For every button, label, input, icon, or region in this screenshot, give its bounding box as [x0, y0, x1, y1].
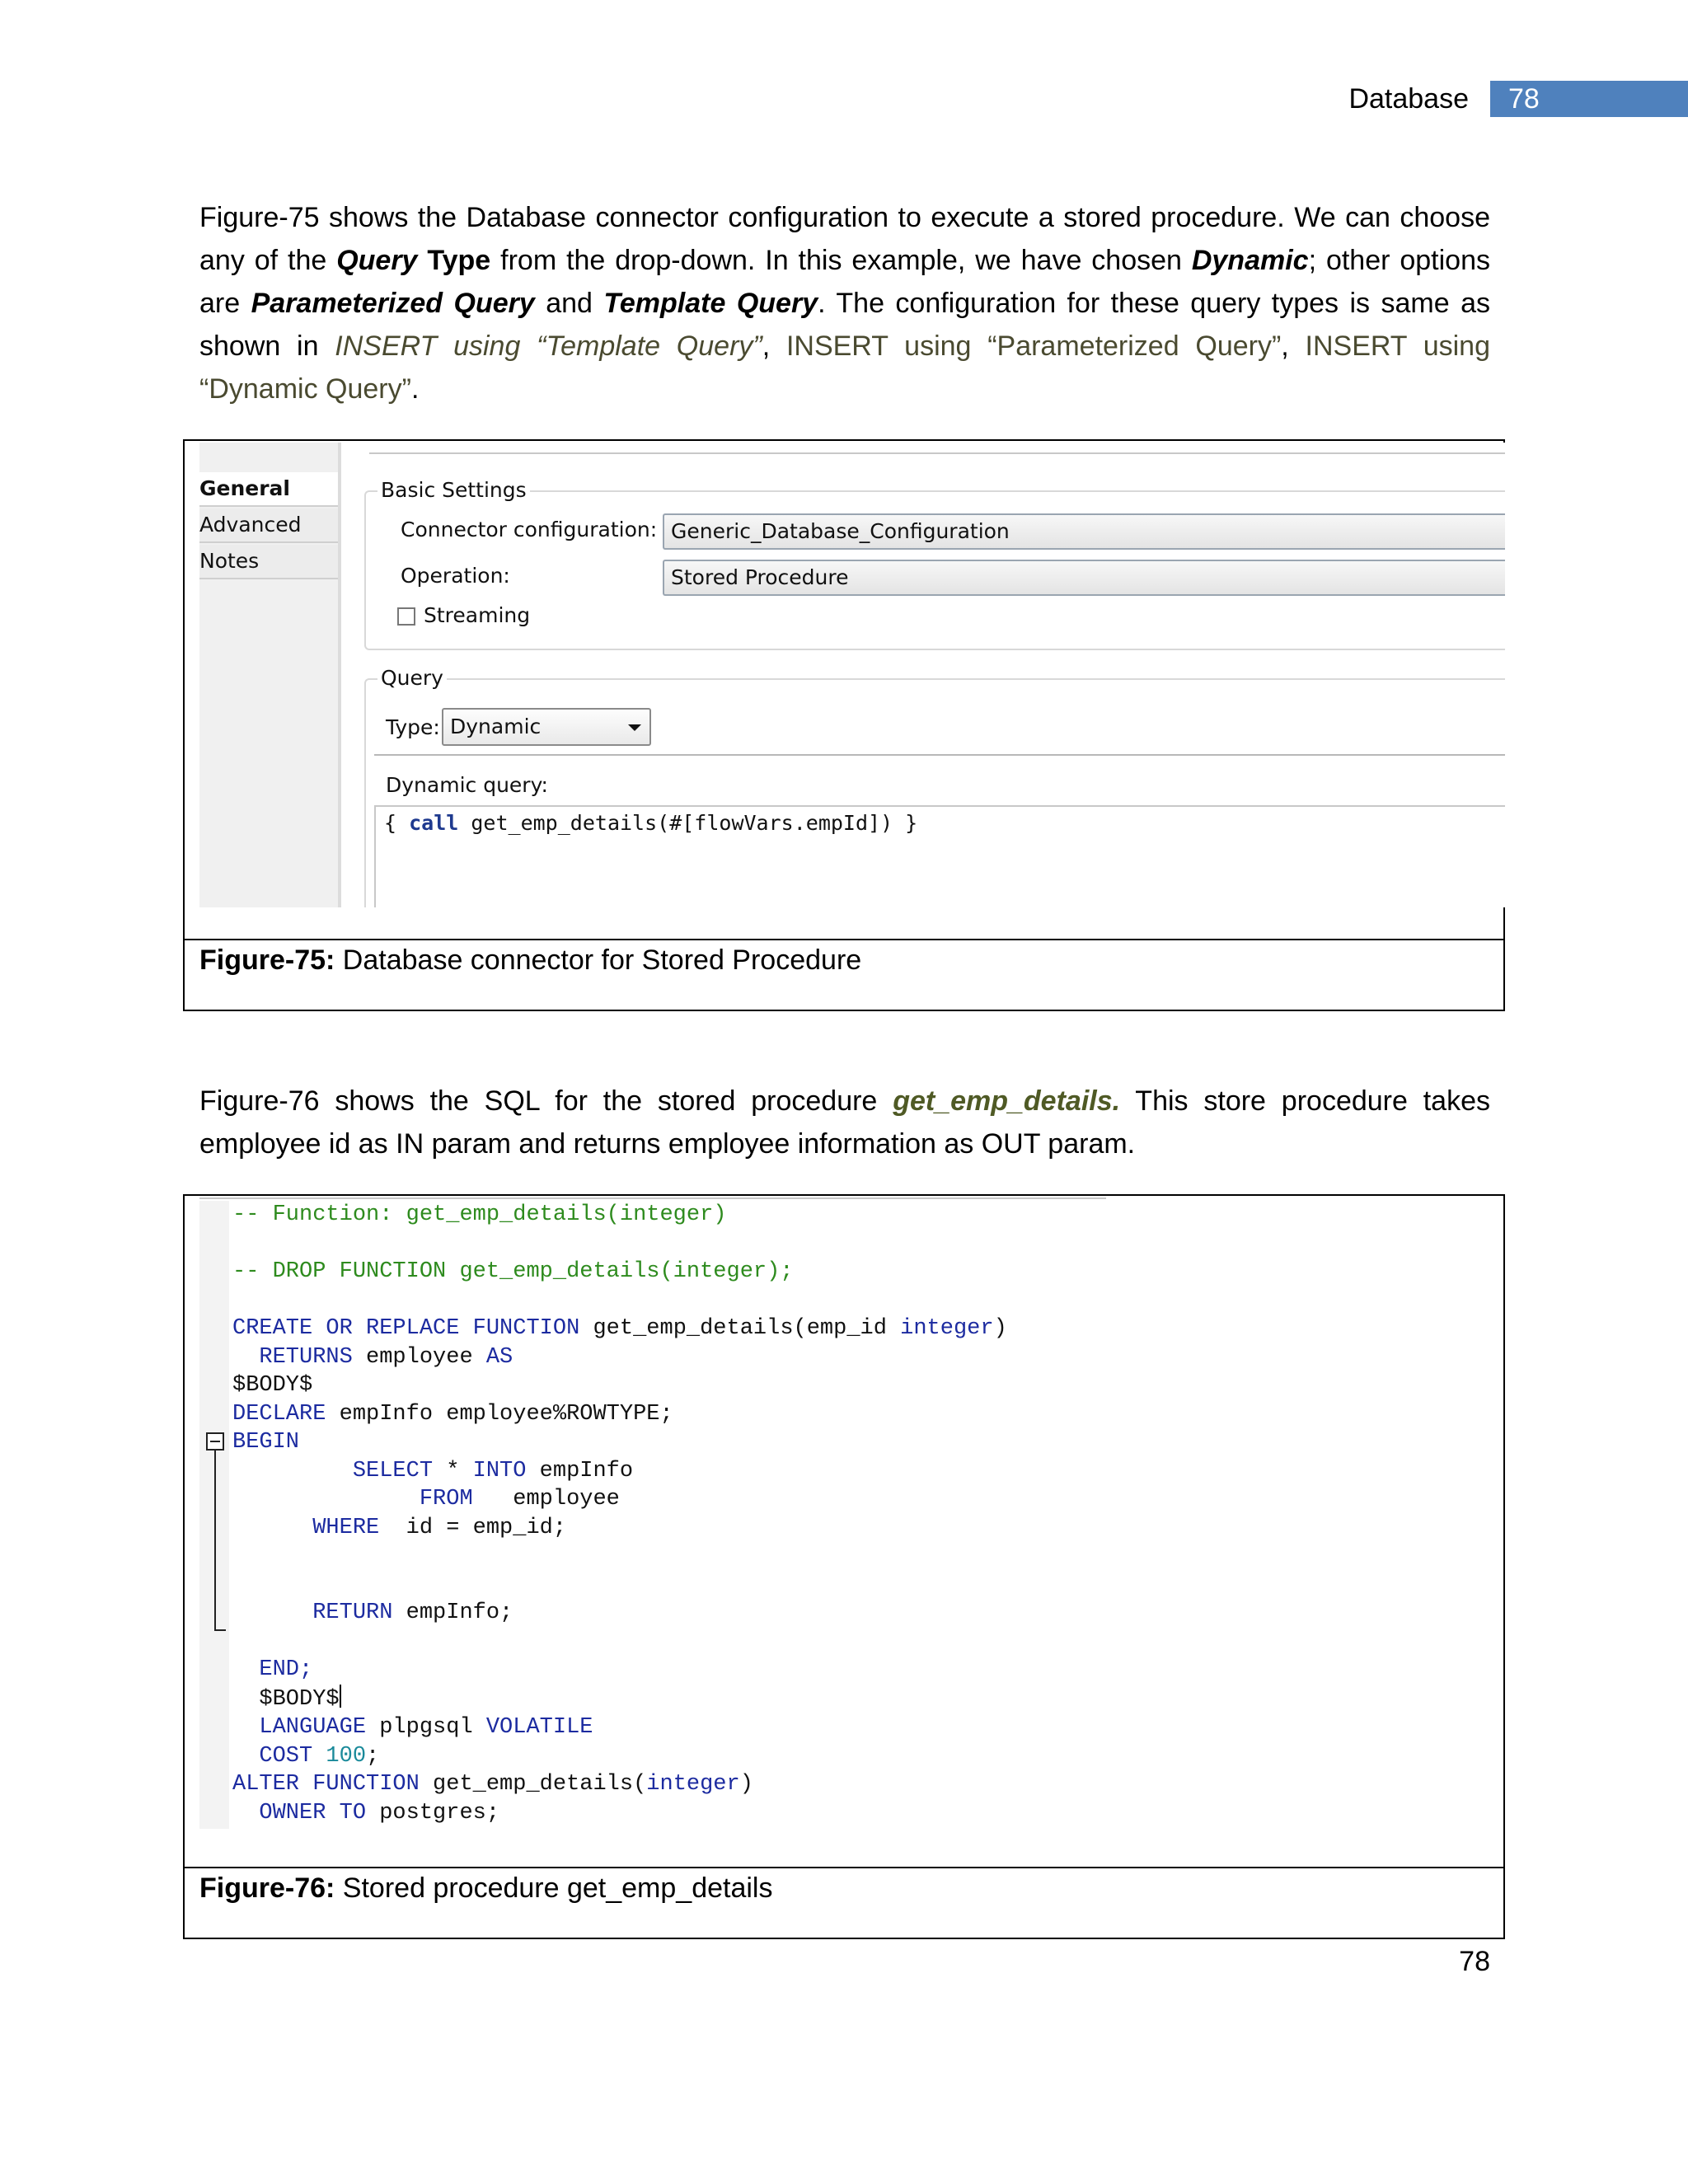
caption-divider	[185, 1867, 1503, 1868]
procedure-paragraph: Figure-76 shows the SQL for the stored procedure get_emp_details. This store procedure takes employee id as IN param and returns employee information as OUT param.	[199, 1085, 1491, 1160]
sql-code: -- Function: get_emp_details(integer) -- DROP FUNCTION get_emp_details(integer); CREATE OR REPLACE FUNCTION get_emp_details(emp_id integer) RETURNS employee AS $BODY$ DECLARE empInfo employee%ROWTYPE; BEGIN SELECT * INTO empInfo FROM employee WHERE id = emp_id; RETURN empInfo; END; $BODY$ LANGUAGE plpgsql VOLATILE COST 100; ALTER FUNCTION get_emp_details(integer) OWNER TO postgres;	[232, 1202, 1007, 1825]
caption-divider	[185, 939, 1503, 940]
query-separator	[374, 754, 1505, 756]
connector-config-label: Connector configuration:	[401, 518, 658, 541]
query-type-label: Type:	[386, 715, 440, 739]
page-number: 78	[1459, 1946, 1490, 1977]
basic-settings-title: Basic Settings	[377, 477, 530, 504]
dynamic-query-label: Dynamic query:	[386, 773, 548, 797]
tab-advanced[interactable]: Advanced	[199, 509, 338, 543]
sql-editor-screenshot	[199, 1197, 1106, 1834]
top-field-edge	[369, 443, 1505, 454]
operation-label: Operation:	[401, 564, 510, 588]
fold-guide-line	[214, 1450, 216, 1629]
link-insert-dynamic-query[interactable]: INSERT using “Dynamic Query”	[199, 330, 1491, 405]
query-type-dropdown[interactable]	[442, 708, 651, 746]
dynamic-query-code: { call get_emp_details(#[flowVars.empId]) }	[384, 811, 918, 835]
sidebar-divider	[338, 443, 341, 907]
running-header-title: Database	[1348, 83, 1469, 115]
operation-select[interactable]: Stored Procedure	[663, 560, 1505, 596]
query-type-value: Dynamic	[450, 715, 542, 738]
link-insert-parameterized-query[interactable]: INSERT using “Parameterized Query”	[785, 330, 1282, 362]
connector-config-select[interactable]: Generic_Database_Configuration	[663, 513, 1505, 550]
running-header-page-number: 78	[1508, 83, 1540, 115]
intro-paragraph: Figure-75 shows the Database connector configuration to execute a stored procedure. We can choose any of the Query Type from the drop-down. In this example, we have chosen Dynamic; other options are Parameterized Query and Template Query. The configuration for these query types is same as shown in INSERT using “Template Query”, INSERT using “Parameterized Query”, INSERT using “Dynamic Query”.	[199, 202, 1491, 405]
link-insert-template-query[interactable]: INSERT using “Template Query”	[335, 330, 762, 362]
text-cursor	[340, 1685, 341, 1708]
collapse-icon[interactable]	[206, 1432, 224, 1451]
dynamic-query-editor[interactable]	[374, 805, 1505, 907]
tab-notes[interactable]: Notes	[199, 545, 338, 579]
figure-75	[183, 439, 1505, 1011]
figure-76-caption: Figure-76: Stored procedure get_emp_details	[199, 1872, 773, 1904]
editor-top-border	[199, 1197, 1106, 1199]
connector-config-screenshot	[199, 443, 1505, 907]
streaming-label: Streaming	[424, 603, 531, 627]
figure-75-caption: Figure-75: Database connector for Stored Procedure	[199, 944, 862, 976]
query-group-title: Query	[377, 665, 447, 691]
tab-general[interactable]: General	[199, 472, 338, 507]
chevron-down-icon	[628, 724, 641, 731]
tab-sidebar	[199, 443, 340, 907]
fold-guide-end	[214, 1629, 226, 1631]
figure-76	[183, 1194, 1505, 1939]
streaming-checkbox[interactable]	[397, 607, 415, 626]
